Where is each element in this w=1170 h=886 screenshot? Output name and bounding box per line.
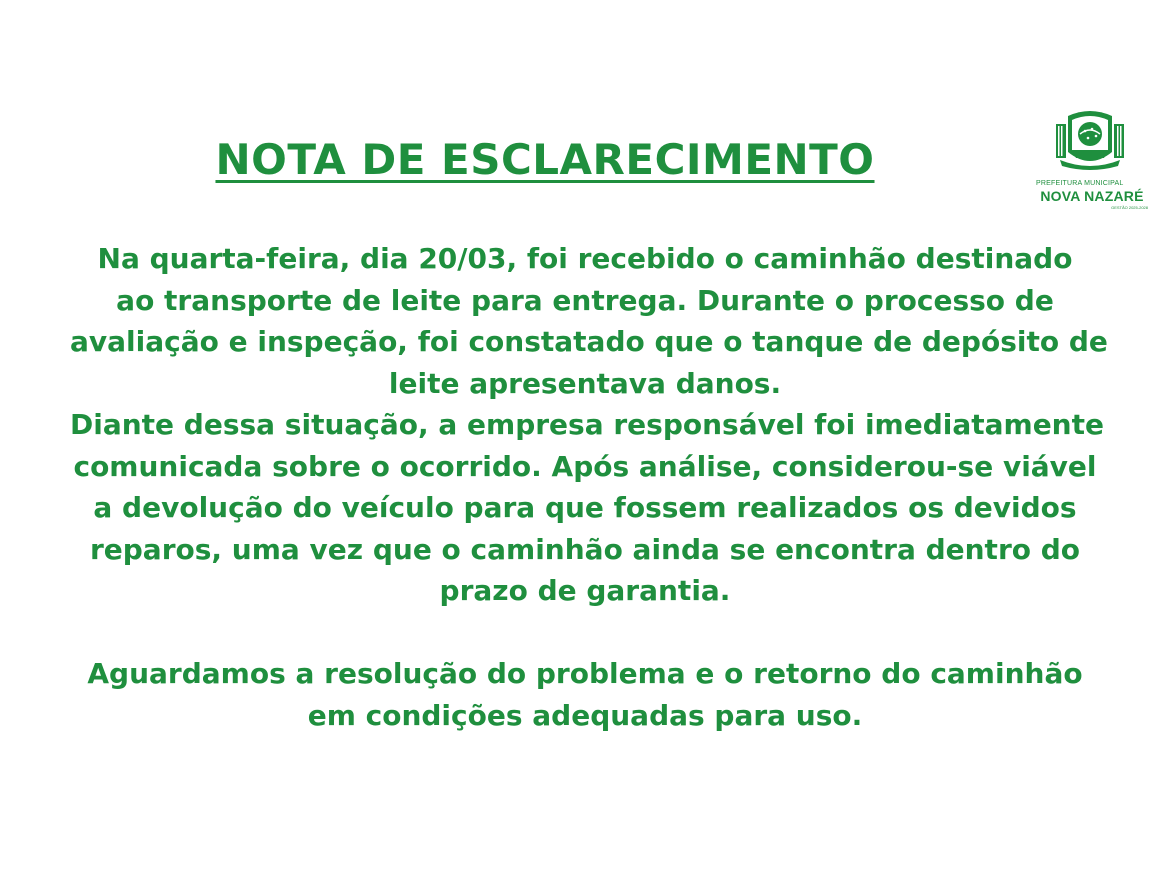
notice-line: reparos, uma vez que o caminhão ainda se encontra dentro do	[89, 532, 1081, 566]
notice-line: Na quarta-feira, dia 20/03, foi recebido o caminhão destinado	[97, 242, 1073, 275]
notice-line: leite apresentava danos.	[388, 366, 782, 400]
notice-line: Diante dessa situação, a empresa responsável foi imediatamente	[70, 408, 1104, 441]
notice-title	[0, 132, 1090, 188]
logo-caption-tiny: GESTÃO 2025-2028	[1111, 205, 1148, 210]
logo-caption-small: PREFEITURA MUNICIPAL	[1036, 180, 1124, 187]
closing-line: em condições adequadas para uso.	[307, 698, 863, 732]
municipal-logo	[1030, 108, 1154, 212]
notice-line: a devolução do veículo para que fossem realizados os devidos	[93, 491, 1077, 524]
notice-line: prazo de garantia.	[439, 574, 731, 607]
logo-caption-big: NOVA NAZARÉ	[1040, 188, 1144, 204]
notice-line: comunicada sobre o ocorrido. Após análise, considerou-se viável	[73, 449, 1097, 483]
closing-line: Aguardamos a resolução do problema e o retorno do caminhão	[87, 657, 1083, 690]
notice-line: avaliação e inspeção, foi constatado que o tanque de depósito de	[70, 325, 1108, 358]
paragraph-gap	[70, 612, 1100, 654]
municipal-coat-of-arms-icon	[1054, 110, 1126, 172]
notice-line: ao transporte de leite para entrega. Durante o processo de	[116, 283, 1054, 317]
notice-title-text: NOTA DE ESCLARECIMENTO	[215, 135, 875, 184]
notice-body	[70, 238, 1108, 736]
